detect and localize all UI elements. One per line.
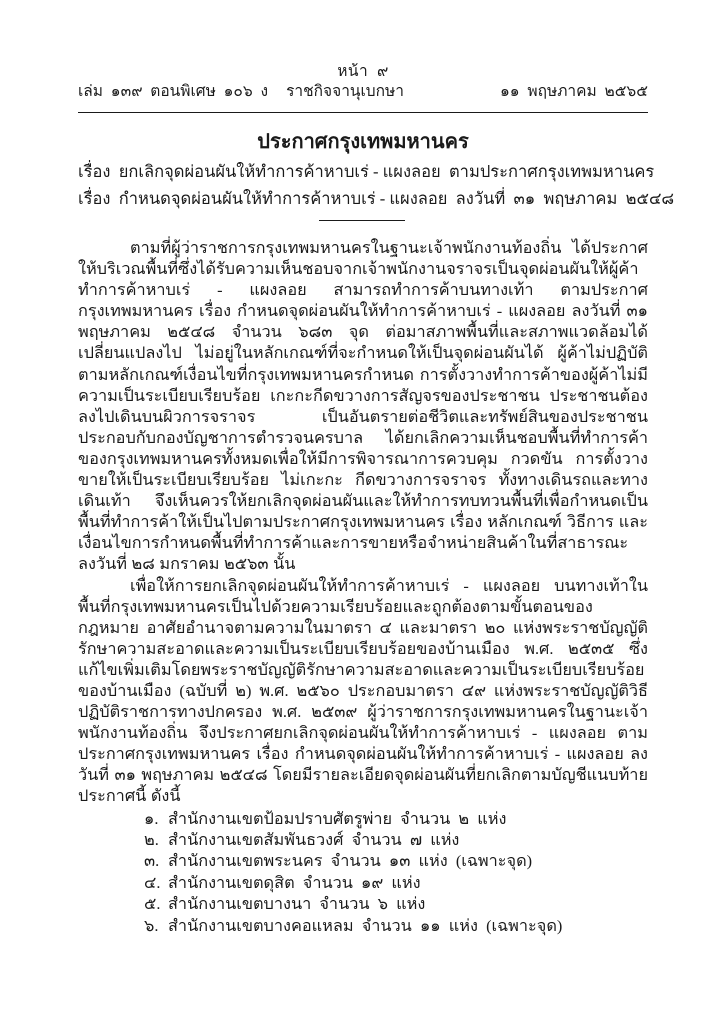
- list-item-label: สำนักงานเขตบางนา จำนวน ๖ แห่ง: [168, 894, 426, 914]
- list-item: [78, 808, 648, 829]
- document-subtitle-line-2: เรื่อง กำหนดจุดผ่อนผันให้ทำการค้าหาบเร่ - แผงลอย ลงวันที่ ๓๑ พฤษภาคม ๒๕๔๘: [78, 188, 675, 208]
- volume-issue-label: เล่ม ๑๓๙ ตอนพิเศษ ๑๐๖ ง: [78, 83, 269, 101]
- list-item-number: ๔.: [144, 872, 161, 892]
- document-body: [78, 237, 648, 936]
- list-item-number: ๖.: [144, 915, 159, 935]
- masthead-divider: [78, 112, 648, 113]
- list-item: [78, 915, 648, 936]
- list-item-number: ๑.: [144, 808, 159, 828]
- gazette-name-label: ราชกิจจานุเบกษา: [286, 83, 404, 101]
- district-office-list: [78, 808, 648, 936]
- list-item-number: ๒.: [144, 829, 159, 849]
- masthead-row: [78, 82, 648, 102]
- body-paragraph-2: เพื่อให้การยกเลิกจุดผ่อนผันให้ทำการค้าหาบเร่ - แผงลอย บนทางเท้าในพื้นที่กรุงเทพมหานครเป็นไปด้วยความเรียบร้อยและถูกต้องตามขั้นตอนของกฎหมาย อาศัยอำนาจตามความในมาตรา ๔ และมาตรา ๒๐ แห่งพระราชบัญญัติรักษาความสะอาดและความเป็นระเบียบเรียบร้อยของบ้านเมือง พ.ศ. ๒๕๓๕ ซึ่งแก้ไขเพิ่มเติมโดยพระราชบัญญัติรักษาความสะอาดและความเป็นระเบียบเรียบร้อยของบ้านเมือง (ฉบับที่ ๒) พ.ศ. ๒๕๖๐ ประกอบมาตรา ๔๙ แห่งพระราชบัญญัติวิธีปฏิบัติราชการทางปกครอง พ.ศ. ๒๕๓๙ ผู้ว่าราชการกรุงเทพมหานครในฐานะเจ้าพนักงานท้องถิ่น จึงประกาศยกเลิกจุดผ่อนผันให้ทำการค้าหาบเร่ - แผงลอย ตามประกาศกรุงเทพมหานคร เรื่อง กำหนดจุดผ่อนผันให้ทำการค้าหาบเร่ - แผงลอย ลงวันที่ ๓๑ พฤษภาคม ๒๕๔๘ โดยมีรายละเอียดจุดผ่อนผันที่ยกเลิกตามบัญชีแนบท้ายประกาศนี้ ดังนี้: [78, 575, 648, 806]
- list-item: [78, 850, 648, 871]
- list-item-label: สำนักงานเขตสัมพันธวงศ์ จำนวน ๗ แห่ง: [168, 829, 460, 849]
- title-block: [78, 128, 675, 212]
- list-item: [78, 872, 648, 893]
- title-divider: [319, 220, 405, 221]
- list-item: [78, 893, 648, 914]
- list-item-label: สำนักงานเขตพระนคร จำนวน ๑๓ แห่ง (เฉพาะจุด): [168, 851, 533, 871]
- list-item-label: สำนักงานเขตป้อมปราบศัตรูพ่าย จำนวน ๒ แห่ง: [168, 808, 507, 828]
- page-number-label: หน้า ๙: [337, 63, 389, 80]
- list-item-label: สำนักงานเขตบางคอแหลม จำนวน ๑๑ แห่ง (เฉพาะจุด): [168, 915, 563, 935]
- list-item-label: สำนักงานเขตดุสิต จำนวน ๑๙ แห่ง: [168, 872, 421, 892]
- list-item-number: ๓.: [144, 851, 160, 871]
- list-item-number: ๕.: [144, 894, 161, 914]
- document-title: ประกาศกรุงเทพมหานคร: [257, 131, 469, 153]
- publication-date-label: ๑๑ พฤษภาคม ๒๕๖๕: [499, 83, 648, 101]
- document-subtitle-line-1: เรื่อง ยกเลิกจุดผ่อนผันให้ทำการค้าหาบเร่ - แผงลอย ตามประกาศกรุงเทพมหานคร: [78, 162, 655, 181]
- masthead: [78, 62, 648, 103]
- body-paragraph-1: ตามที่ผู้ว่าราชการกรุงเทพมหานครในฐานะเจ้าพนักงานท้องถิ่น ได้ประกาศให้บริเวณพื้นที่ซึ่งได้รับความเห็นชอบจากเจ้าพนักงานจราจรเป็นจุดผ่อนผันให้ผู้ค้าทำการค้าหาบเร่ - แผงลอย สามารถทำการค้าบนทางเท้า ตามประกาศกรุงเทพมหานคร เรื่อง กำหนดจุดผ่อนผันให้ทำการค้าหาบเร่ - แผงลอย ลงวันที่ ๓๑ พฤษภาคม ๒๕๔๘ จำนวน ๖๘๓ จุด ต่อมาสภาพพื้นที่และสภาพแวดล้อมได้เปลี่ยนแปลงไป ไม่อยู่ในหลักเกณฑ์ที่จะกำหนดให้เป็นจุดผ่อนผันได้ ผู้ค้าไม่ปฏิบัติตามหลักเกณฑ์เงื่อนไขที่กรุงเทพมหานครกำหนด การตั้งวางทำการค้าของผู้ค้าไม่มีความเป็นระเบียบเรียบร้อย เกะกะกีดขวางการสัญจรของประชาชน ประชาชนต้องลงไปเดินบนผิวการจราจร เป็นอันตรายต่อชีวิตและทรัพย์สินของประชาชน ประกอบกับกองบัญชาการตำรวจนครบาล ได้ยกเลิกความเห็นชอบพื้นที่ทำการค้าของกรุงเทพมหานครทั้งหมดเพื่อให้มีการพิจารณาการควบคุม กวดขัน การตั้งวางขายให้เป็นระเบียบเรียบร้อย ไม่เกะกะ กีดขวางการจราจร ทั้งทางเดินรถและทางเดินเท้า จึงเห็นควรให้ยกเลิกจุดผ่อนผันและให้ทำการทบทวนพื้นที่เพื่อกำหนดเป็นพื้นที่ทำการค้าให้เป็นไปตามประกาศกรุงเทพมหานคร เรื่อง หลักเกณฑ์ วิธีการ และเงื่อนไขการกำหนดพื้นที่ทำการค้าและการขายหรือจำหน่ายสินค้าในที่สาธารณะ ลงวันที่ ๒๘ มกราคม ๒๕๖๓ นั้น: [78, 238, 648, 574]
- list-item: [78, 829, 648, 850]
